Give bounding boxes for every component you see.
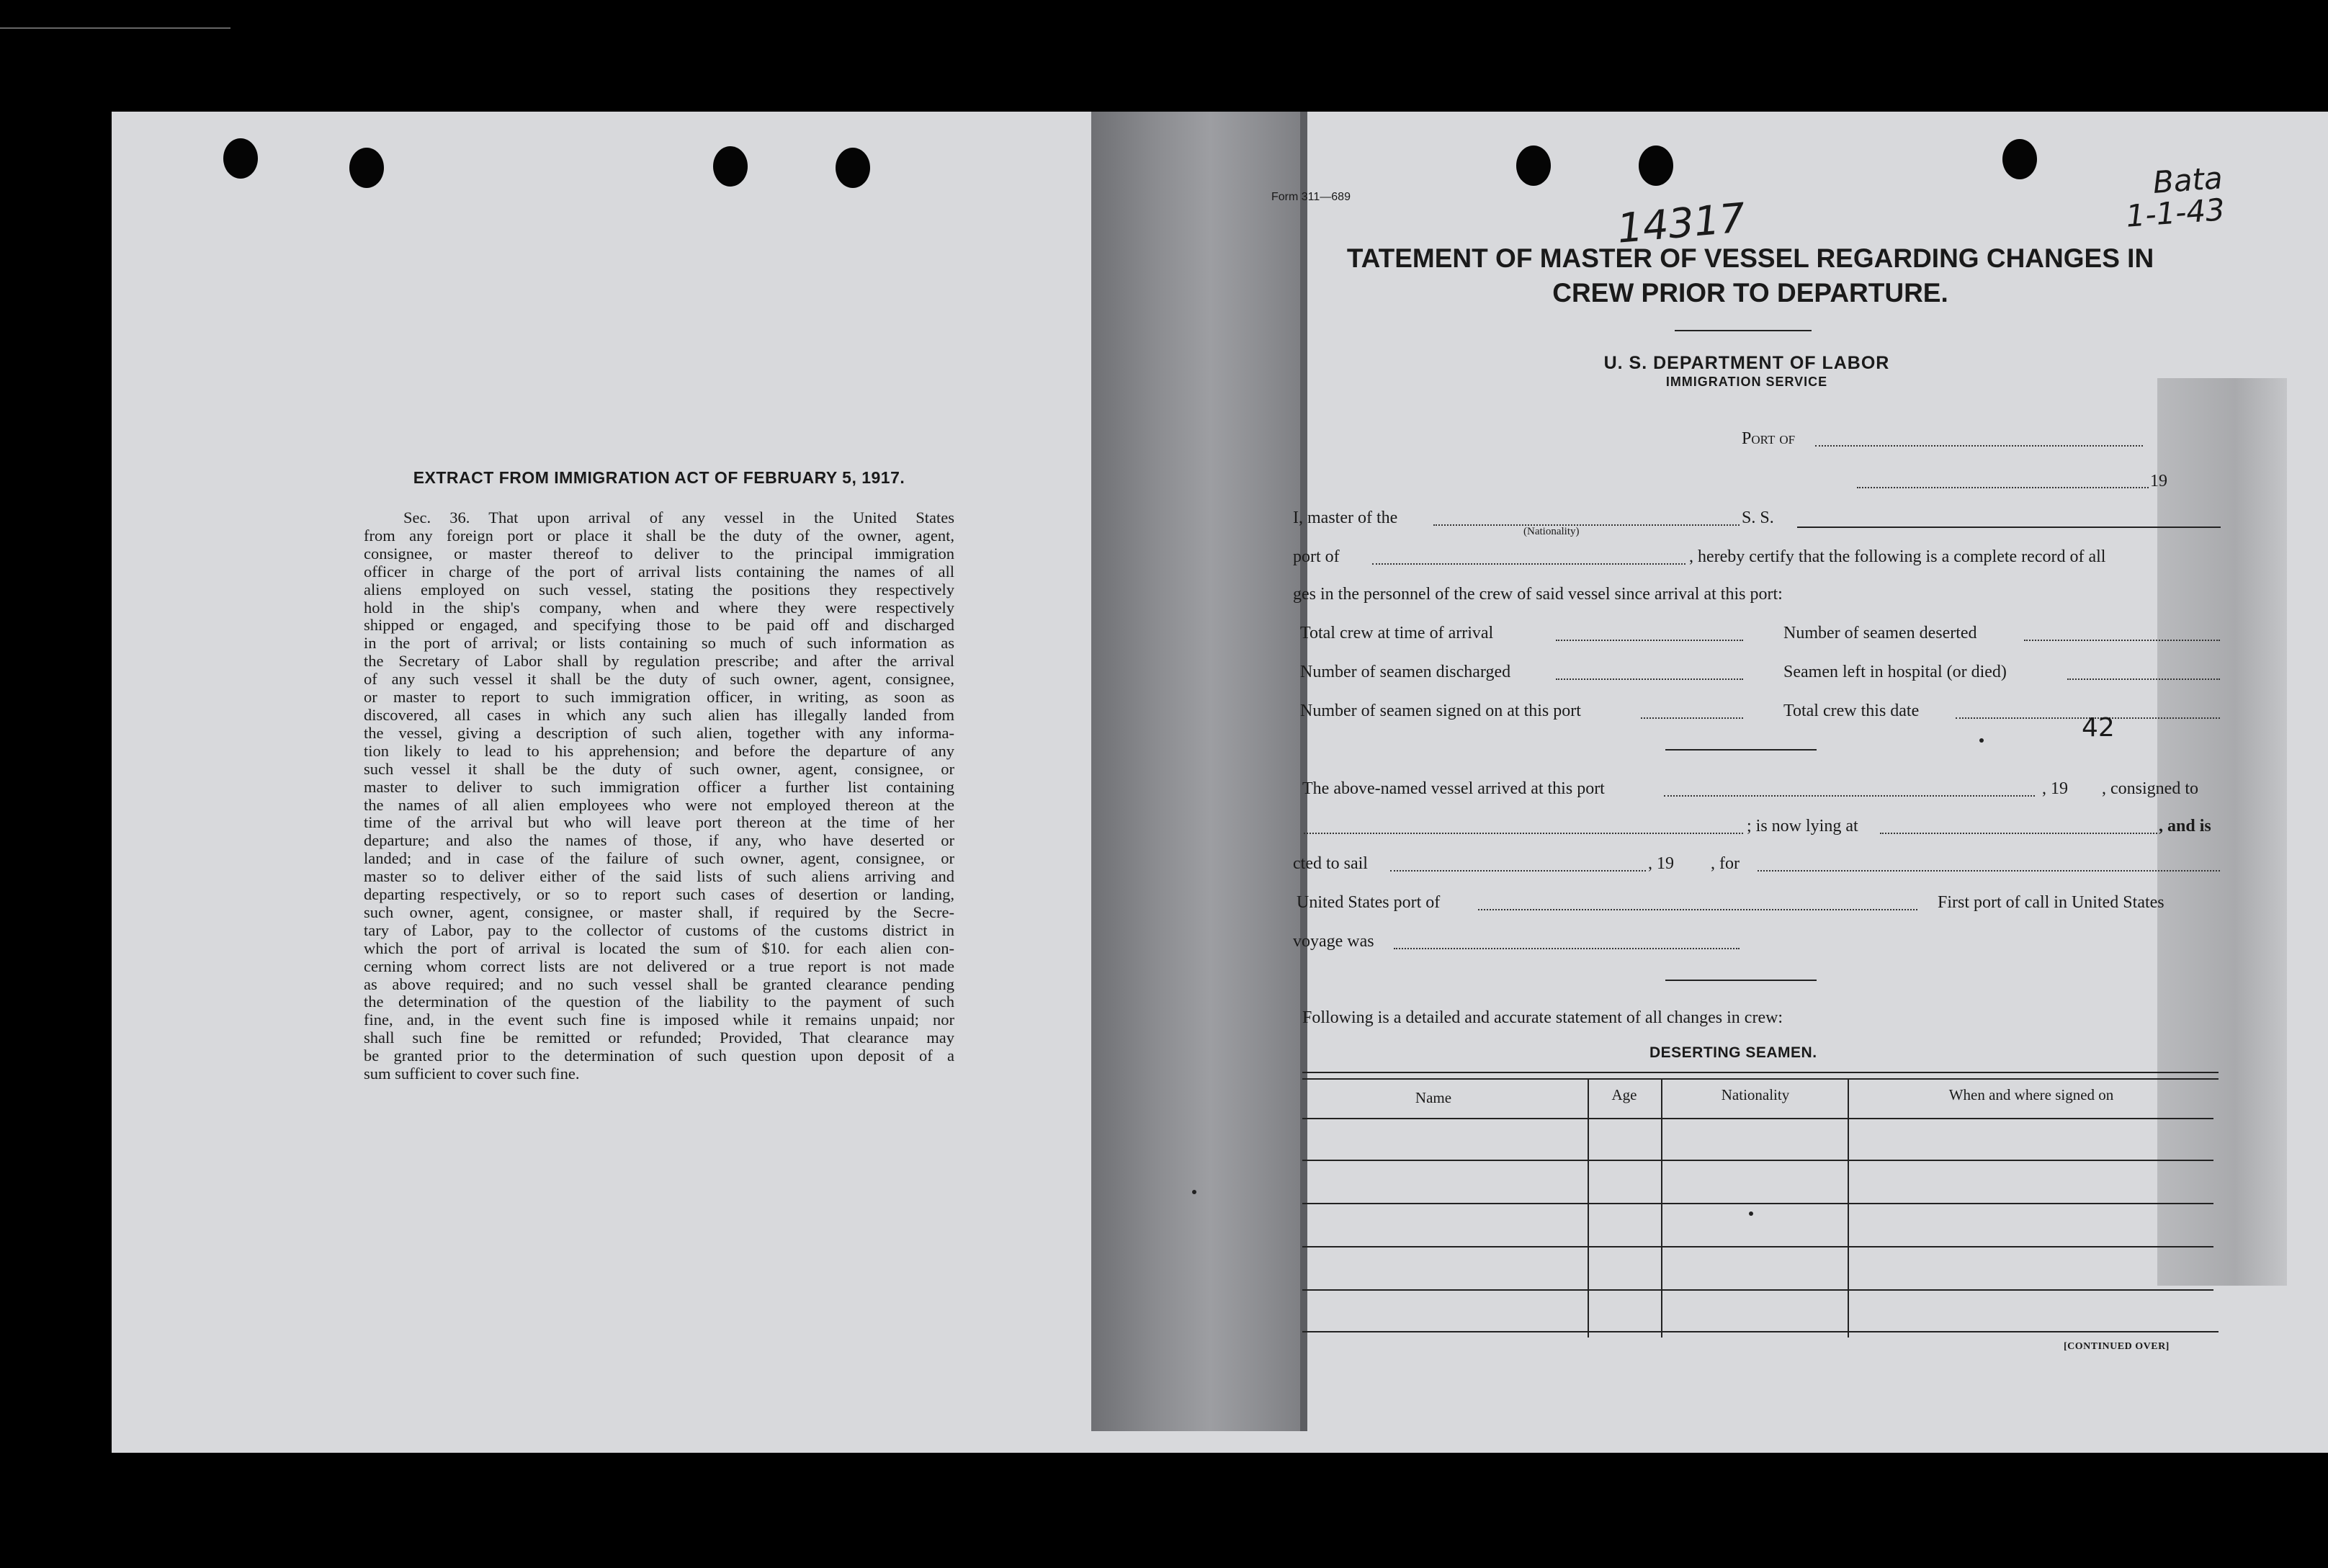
title-line-2: CREW PRIOR TO DEPARTURE.: [1552, 278, 1948, 308]
port-field[interactable]: [1815, 445, 2143, 447]
statute-line: departure; and also the names of those, if any, who have deserted or: [364, 831, 954, 850]
sail-year-label: , 19: [1648, 854, 1674, 873]
statute-line: shall such fine be remitted or refunded; Provided, That clearance may: [364, 1029, 954, 1047]
nationality-field[interactable]: [1433, 524, 1740, 526]
title-divider: [1675, 330, 1812, 331]
arrival-date-field[interactable]: [1664, 795, 2035, 797]
punch-hole: [1639, 145, 1673, 186]
statute-line: aliens employed on such vessel, stating the positions they respectively: [364, 580, 954, 599]
sail-date-field[interactable]: [1390, 870, 1646, 872]
seamen-discharged-field[interactable]: [1556, 678, 1743, 680]
extract-title: EXTRACT FROM IMMIGRATION ACT OF FEBRUARY 5, 1917.: [413, 468, 905, 487]
certify-text: , hereby certify that the following is a complete record of all: [1689, 547, 2106, 566]
statute-line: discovered, all cases in which any such alien has illegally landed from: [364, 705, 954, 724]
date-field[interactable]: [1857, 487, 2149, 488]
punch-hole: [713, 146, 748, 187]
year-label: 19: [2150, 472, 2167, 490]
statute-line: master to deliver to such immigration officer a further list containing: [364, 777, 954, 796]
consigned-label: , consigned to: [2102, 779, 2198, 798]
seamen-signed-label: Number of seamen signed on at this port: [1300, 702, 1581, 720]
statute-line: such vessel it shall be the duty of such owner, agent, consignee, or: [364, 759, 954, 778]
form-number: Form 311—689: [1271, 191, 1351, 203]
handwritten-date: [2123, 162, 2226, 232]
continued-over-note: [CONTINUED OVER]: [2064, 1341, 2170, 1352]
arrived-label: The above-named vessel arrived at this port: [1302, 779, 1605, 798]
table-header-age: Age: [1611, 1086, 1637, 1103]
handwritten-number: 14317: [1615, 194, 1747, 253]
table-row[interactable]: [1302, 1331, 2219, 1332]
paper-speck: [1749, 1211, 1753, 1216]
statute-line: the names of all alien employees who were not employed thereon at the: [364, 795, 954, 814]
table-header-name: Name: [1415, 1089, 1452, 1106]
title-line-1: TATEMENT OF MASTER OF VESSEL REGARDING CHANGES IN: [1346, 243, 2154, 273]
table-col-divider: [1848, 1078, 1849, 1338]
total-crew-date-value: 42: [2082, 713, 2115, 743]
destination-field[interactable]: [1758, 870, 2220, 872]
seamen-deserted-field[interactable]: [2024, 640, 2220, 641]
ss-label: S. S.: [1742, 509, 1774, 527]
table-row[interactable]: [1302, 1160, 2213, 1161]
statute-line: the vessel, giving a description of such alien, together with any informa-: [364, 723, 954, 742]
statute-line: as above required; and no such vessel shall be granted clearance pending: [364, 975, 954, 993]
table-header-nationality: Nationality: [1721, 1086, 1790, 1103]
statute-line: master so to deliver either of the said lists of such aliens arriving and: [364, 867, 954, 886]
master-label: I, master of the: [1293, 509, 1398, 527]
lying-label: ; is now lying at: [1747, 817, 1858, 835]
arrival-year-label: , 19: [2042, 779, 2068, 798]
statute-extract: [364, 468, 954, 1083]
paper-speck: [1192, 1190, 1196, 1194]
statute-line: such owner, agent, consignee, or master shall, if required by the Secre-: [364, 902, 954, 921]
table-row[interactable]: [1302, 1246, 2213, 1247]
port-of-field[interactable]: [1372, 563, 1685, 565]
punch-hole: [349, 148, 384, 188]
statute-line: officer in charge of the port of arrival lists containing the names of all: [364, 562, 954, 581]
statute-line: from any foreign port or place it shall be the duty of the owner, agent,: [364, 526, 954, 545]
statute-line: of any such vessel it shall be the duty of such owner, agent, consignee,: [364, 670, 954, 689]
statute-line: the Secretary of Labor shall by regulation prescribe; and after the arrival: [364, 652, 954, 671]
binding-fold: [1091, 112, 1307, 1431]
nationality-caption: (Nationality): [1523, 526, 1580, 537]
handwritten-date-value: 1-1-43: [2124, 192, 2226, 234]
statute-line: departing respectively, or so to report such cases of desertion or landing,: [364, 885, 954, 904]
following-text: Following is a detailed and accurate statement of all changes in crew:: [1302, 1008, 1783, 1027]
port-label: Port of: [1742, 429, 1796, 448]
seamen-hospital-label: Seamen left in hospital (or died): [1783, 663, 2007, 681]
deserting-heading: DESERTING SEAMEN.: [1649, 1044, 1817, 1061]
seamen-signed-field[interactable]: [1641, 717, 1743, 719]
statute-line: in the port of arrival; or lists containing so much of such information as: [364, 634, 954, 653]
total-crew-arrival-field[interactable]: [1556, 640, 1743, 641]
lying-at-field[interactable]: [1880, 833, 2157, 834]
handwritten-note: Bata: [2152, 160, 2224, 200]
punch-hole: [223, 138, 258, 179]
consignee-field[interactable]: [1304, 833, 1743, 834]
punch-hole: [836, 148, 870, 188]
table-header-signed-on: When and where signed on: [1948, 1086, 2114, 1103]
statute-line: or master to report to such immigration officer, in writing, as soon as: [364, 688, 954, 707]
statute-line: hold in the ship's company, when and where they were respectively: [364, 598, 954, 617]
table-row[interactable]: [1302, 1289, 2213, 1291]
table-top-rule: [1302, 1072, 2219, 1073]
statute-line: the determination of the question of the liability to the payment of such: [364, 993, 954, 1011]
paper-speck: [1979, 738, 1984, 743]
section-divider-2: [1665, 980, 1817, 981]
section-divider: [1665, 749, 1817, 751]
table-col-divider: [1588, 1078, 1589, 1338]
statute-line: Sec. 36. That upon arrival of any vessel in the United States: [403, 509, 954, 527]
voyage-label: voyage was: [1293, 932, 1374, 951]
changes-text: ges in the personnel of the crew of said vessel since arrival at this port:: [1293, 585, 1783, 604]
table-header-rule: [1302, 1118, 2213, 1119]
first-port-label: First port of call in United States: [1938, 893, 2164, 912]
total-crew-arrival-label: Total crew at time of arrival: [1300, 624, 1494, 642]
statute-line: landed; and in case of the failure of such owner, agent, consignee, or: [364, 849, 954, 868]
statute-line: fine, and, in the event such fine is imposed while it remains unpaid; nor: [364, 1011, 954, 1029]
and-is-label: , and is: [2159, 817, 2211, 835]
statute-line: cerning whom correct lists are not delivered or a true report is not made: [364, 957, 954, 975]
ship-name-field[interactable]: [1797, 527, 2221, 528]
statute-line: which the port of arrival is located the sum of $10. for each alien con-: [364, 938, 954, 957]
sail-label: cted to sail: [1293, 854, 1368, 873]
table-row[interactable]: [1302, 1203, 2213, 1204]
seamen-discharged-label: Number of seamen discharged: [1300, 663, 1511, 681]
statute-line: tary of Labor, pay to the collector of customs of the customs district in: [364, 920, 954, 939]
us-port-label: United States port of: [1297, 893, 1441, 912]
statute-line: tion likely to lead to his apprehension; and before the departure of any: [364, 741, 954, 760]
seamen-deserted-label: Number of seamen deserted: [1783, 624, 1977, 642]
table-top-rule-2: [1302, 1078, 2219, 1080]
us-port-field[interactable]: [1478, 909, 1917, 910]
port-of-label: port of: [1293, 547, 1340, 566]
punch-hole: [1516, 145, 1551, 186]
statute-line: shipped or engaged, and specifying those to be paid off and discharged: [364, 616, 954, 635]
section-36-text: [364, 509, 954, 1083]
statute-line: sum sufficient to cover such fine.: [364, 1065, 580, 1083]
total-crew-date-label: Total crew this date: [1783, 702, 1920, 720]
service-name: IMMIGRATION SERVICE: [1665, 375, 1828, 389]
table-col-divider: [1661, 1078, 1662, 1338]
statute-line: be granted prior to the determination of such question upon deposit of a: [364, 1047, 954, 1065]
form-title: [1282, 241, 2219, 310]
punch-hole: [2002, 139, 2037, 179]
statute-line: time of the arrival but who will leave port thereon at the time of her: [364, 813, 954, 832]
seamen-hospital-field[interactable]: [2067, 678, 2220, 680]
top-edge-line: [0, 27, 230, 29]
for-label: , for: [1711, 854, 1740, 873]
statute-line: consignee, or master thereof to deliver to the principal immigration: [364, 544, 954, 563]
department-name: U. S. DEPARTMENT OF LABOR: [1603, 353, 1890, 373]
voyage-field[interactable]: [1394, 948, 1740, 949]
